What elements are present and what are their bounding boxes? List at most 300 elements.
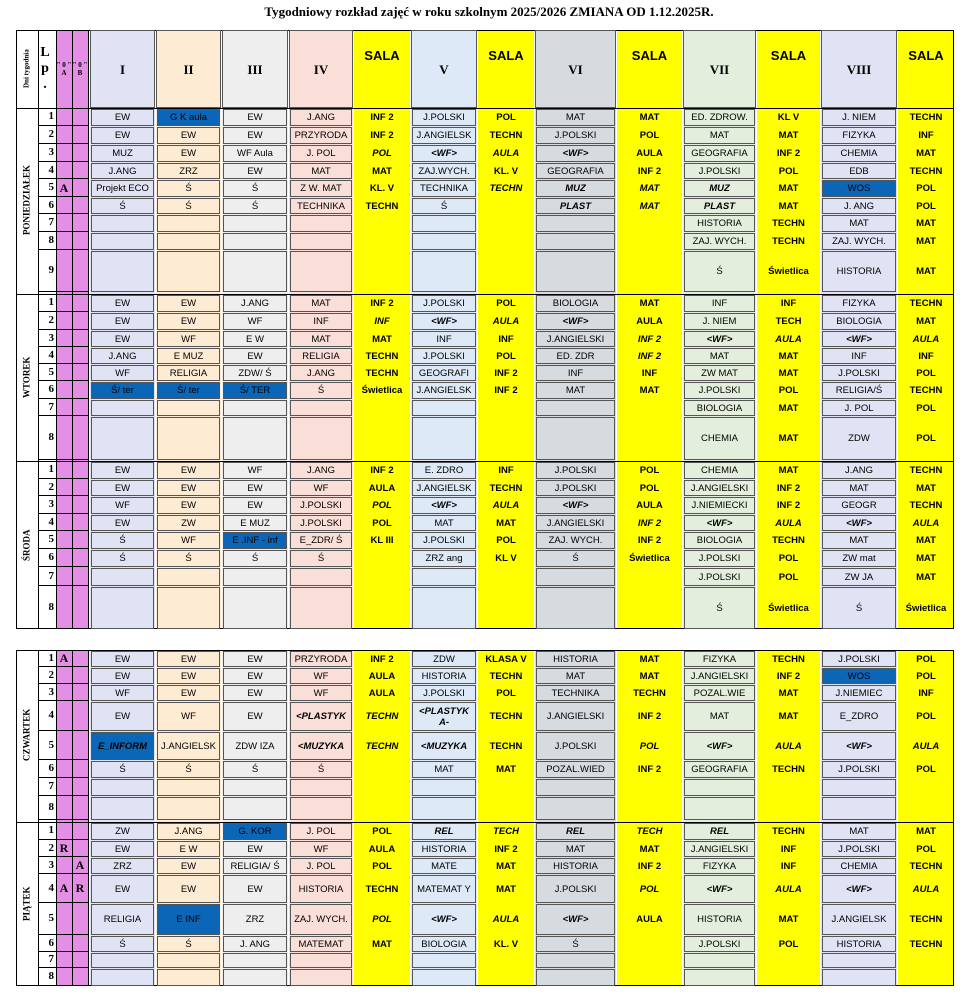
lesson-cell-ii bbox=[157, 779, 220, 796]
lesson-cell-iii: EW bbox=[223, 875, 287, 903]
lesson-cell-ii: Ś bbox=[157, 180, 220, 197]
group-cell-oa bbox=[56, 935, 72, 952]
group-cell-oa bbox=[56, 496, 72, 514]
group-cell-ob bbox=[72, 796, 88, 820]
lesson-cell-i: Ś bbox=[91, 198, 154, 214]
room-cell-s5 bbox=[898, 797, 954, 820]
lesson-cell-iv bbox=[290, 953, 352, 968]
lesson-number: 4 bbox=[38, 162, 56, 179]
lesson-cell-viii: <WF> bbox=[822, 515, 896, 531]
lesson-cell-i: EW bbox=[91, 462, 154, 479]
header-vi: VI bbox=[535, 30, 616, 108]
group-cell-oa bbox=[56, 479, 72, 496]
room-cell-s5: POL bbox=[916, 670, 936, 682]
lesson-cell-i: Ś/ ter bbox=[91, 382, 154, 399]
lesson-cell-iii: RELIGIA/ Ś bbox=[223, 858, 287, 874]
lesson-cell-iv bbox=[290, 797, 352, 820]
room-cell-s5: TECHN bbox=[909, 298, 943, 309]
lesson-cell-vii: Ś bbox=[684, 587, 755, 629]
lesson-cell-iv: PRZYRODA bbox=[290, 127, 352, 144]
lesson-cell-i: EW bbox=[91, 702, 154, 731]
room-cell-s5 bbox=[898, 969, 954, 986]
lesson-cell-vii: <WF> bbox=[684, 331, 755, 347]
room-cell-s4: KL V bbox=[777, 112, 800, 123]
lesson-cell-v: J.POLSKI bbox=[412, 348, 476, 364]
lesson-cell-iii: EW bbox=[223, 668, 287, 684]
room-cell-s4: MAT bbox=[778, 433, 799, 444]
room-cell-s1 bbox=[354, 797, 410, 820]
group-cell-ob bbox=[72, 162, 88, 179]
room-cell-s1 bbox=[354, 215, 410, 232]
lesson-cell-iv: J.POLSKI bbox=[290, 515, 352, 531]
room-cell-s1: INF 2 bbox=[370, 112, 394, 123]
lesson-cell-vi: HISTORIA bbox=[536, 651, 615, 667]
lesson-cell-ii bbox=[157, 969, 220, 986]
lesson-cell-ii: EW bbox=[157, 462, 220, 479]
lesson-cell-viii: RELIGIA/Ś bbox=[822, 382, 896, 399]
lesson-cell-i bbox=[91, 233, 154, 250]
lesson-cell-viii: <WF> bbox=[822, 875, 896, 903]
lesson-cell-ii bbox=[157, 587, 220, 629]
lesson-cell-iii bbox=[223, 251, 287, 292]
lesson-cell-i bbox=[91, 568, 154, 586]
lesson-cell-iv: Z W. MAT bbox=[290, 180, 352, 197]
lesson-cell-v bbox=[412, 568, 476, 586]
lesson-cell-v: J.ANGIELSK bbox=[412, 382, 476, 399]
lesson-cell-v: GEOGRAFI bbox=[412, 365, 476, 381]
lesson-cell-iii: E .INF - inf bbox=[223, 532, 287, 549]
lesson-cell-v: ZDW bbox=[412, 651, 476, 667]
lesson-cell-i: Ś bbox=[91, 532, 154, 549]
room-cell-s2: INF 2 bbox=[494, 843, 518, 855]
lesson-cell-ii: J.ANGIELSK bbox=[157, 732, 220, 760]
room-cell-s4: AULA bbox=[775, 517, 802, 529]
group-cell-ob bbox=[72, 144, 88, 162]
group-cell-oa bbox=[56, 312, 72, 330]
lesson-cell-iv bbox=[290, 400, 352, 416]
room-cell-s3 bbox=[617, 568, 682, 586]
room-cell-s1: INF 2 bbox=[370, 130, 394, 141]
header-s3: SALA bbox=[631, 48, 668, 63]
room-cell-s5: AULA bbox=[912, 333, 940, 345]
lesson-cell-iv: J. POL bbox=[290, 145, 352, 162]
group-cell-ob bbox=[72, 179, 88, 197]
lesson-cell-v bbox=[412, 233, 476, 250]
lesson-cell-vi: J.POLSKI bbox=[536, 875, 615, 903]
room-cell-s3 bbox=[617, 251, 682, 292]
lesson-cell-iii: EW bbox=[223, 702, 287, 731]
room-cell-s1: POL bbox=[372, 860, 392, 872]
lesson-cell-iii: EW bbox=[223, 348, 287, 364]
lesson-cell-v: INF bbox=[412, 331, 476, 347]
lesson-cell-i bbox=[91, 587, 154, 629]
group-cell-oa bbox=[56, 461, 72, 479]
lesson-cell-v bbox=[412, 969, 476, 986]
lesson-cell-ii: ZW bbox=[157, 515, 220, 531]
lesson-number: 3 bbox=[38, 144, 56, 162]
lesson-cell-vii: HISTORIA bbox=[684, 904, 755, 935]
lesson-number: 1 bbox=[38, 822, 56, 840]
room-cell-s3: MAT bbox=[639, 200, 660, 212]
group-cell-oa bbox=[56, 667, 72, 684]
header-day: Dni tygodnia bbox=[22, 49, 31, 89]
room-cell-s4: TECHN bbox=[772, 764, 805, 775]
lesson-cell-vii bbox=[684, 953, 755, 968]
lesson-cell-iv bbox=[290, 251, 352, 292]
lesson-cell-iv bbox=[290, 215, 352, 232]
room-cell-s2: TECHN bbox=[489, 183, 523, 194]
room-cell-s4: POL bbox=[778, 553, 799, 564]
room-cell-s5: AULA bbox=[912, 883, 940, 895]
lesson-cell-ii bbox=[157, 251, 220, 292]
group-cell-ob bbox=[72, 667, 88, 684]
lesson-cell-ii: ZRZ bbox=[157, 163, 220, 179]
room-cell-s4: POL bbox=[778, 385, 799, 396]
lesson-number: 8 bbox=[38, 586, 56, 629]
room-cell-s5: INF bbox=[918, 350, 934, 362]
lesson-cell-iv: <MUZYKA bbox=[290, 732, 352, 760]
lesson-cell-vii: MAT bbox=[684, 702, 755, 731]
room-cell-s4: POL bbox=[778, 571, 799, 583]
group-cell-ob bbox=[72, 197, 88, 214]
lesson-number: 8 bbox=[38, 968, 56, 986]
lesson-cell-iii bbox=[223, 233, 287, 250]
lesson-cell-viii: J. ANG bbox=[822, 198, 896, 214]
lesson-cell-viii: <WF> bbox=[822, 331, 896, 347]
room-cell-s2: MAT bbox=[496, 883, 516, 895]
lesson-cell-i bbox=[91, 215, 154, 232]
lesson-cell-ii: Ś/ ter bbox=[157, 382, 220, 399]
header-ii: II bbox=[156, 30, 221, 108]
lesson-cell-iii: Ś bbox=[223, 761, 287, 778]
lesson-number: 3 bbox=[38, 684, 56, 701]
group-cell-ob bbox=[72, 416, 88, 460]
room-cell-s4 bbox=[757, 779, 820, 796]
lesson-cell-vii: ZW MAT bbox=[684, 365, 755, 381]
lesson-number: 1 bbox=[38, 650, 56, 667]
room-cell-s5: INF bbox=[918, 687, 934, 699]
room-cell-s2 bbox=[478, 953, 534, 968]
room-cell-s4: MAT bbox=[778, 914, 799, 925]
lesson-cell-iii: WF Aula bbox=[223, 145, 287, 162]
lesson-cell-v: Ś bbox=[412, 198, 476, 214]
lesson-cell-i bbox=[91, 797, 154, 820]
room-cell-s5: MAT bbox=[916, 553, 936, 564]
room-cell-s4: POL bbox=[778, 938, 799, 950]
lesson-cell-vi: <WF> bbox=[536, 313, 615, 330]
lesson-number: 7 bbox=[38, 399, 56, 416]
room-cell-s1: Świetlica bbox=[361, 385, 403, 396]
room-cell-s4: MAT bbox=[778, 402, 799, 414]
room-cell-s3: Świetlica bbox=[629, 553, 670, 564]
lesson-cell-viii: ZDW bbox=[822, 417, 896, 460]
lesson-cell-i: EW bbox=[91, 313, 154, 330]
room-cell-s5: POL bbox=[916, 433, 936, 444]
lesson-cell-iii: Ś bbox=[223, 198, 287, 214]
group-cell-ob bbox=[72, 903, 88, 935]
header-s4: SALA bbox=[770, 48, 807, 63]
room-cell-s2: KL. V bbox=[493, 938, 519, 950]
room-cell-s3: AULA bbox=[636, 148, 663, 159]
header-v: V bbox=[411, 30, 477, 108]
room-cell-s3: POL bbox=[639, 130, 660, 141]
lesson-cell-iv: J. POL bbox=[290, 858, 352, 874]
room-cell-s1: TECHN bbox=[365, 711, 399, 722]
group-cell-oa bbox=[56, 731, 72, 760]
lesson-cell-v: MAT bbox=[412, 515, 476, 531]
room-cell-s4: INF 2 bbox=[776, 670, 801, 682]
room-cell-s1 bbox=[354, 251, 410, 292]
lesson-cell-v: MATEMAT Y bbox=[412, 875, 476, 903]
lesson-cell-vii: POZAL.WIE bbox=[684, 685, 755, 701]
lesson-cell-viii: HISTORIA bbox=[822, 251, 896, 292]
lesson-cell-vii: FIZYKA bbox=[684, 651, 755, 667]
room-cell-s3 bbox=[617, 936, 682, 952]
lesson-cell-v: <PLASTYK A- bbox=[412, 702, 476, 731]
lesson-cell-vi: MAT bbox=[536, 109, 615, 126]
lesson-cell-vi: Ś bbox=[536, 936, 615, 952]
lesson-cell-vii: MUZ bbox=[684, 180, 755, 197]
room-cell-s5: MAT bbox=[916, 571, 936, 583]
lesson-cell-vii: ZAJ. WYCH. bbox=[684, 233, 755, 250]
room-cell-s1: KL. V bbox=[369, 183, 395, 194]
lesson-number: 2 bbox=[38, 840, 56, 857]
lesson-cell-iii: EW bbox=[223, 127, 287, 144]
lesson-cell-vii: <WF> bbox=[684, 875, 755, 903]
lesson-cell-i: EW bbox=[91, 295, 154, 312]
group-cell-ob bbox=[72, 108, 88, 126]
lesson-cell-ii bbox=[157, 233, 220, 250]
room-cell-s5: POL bbox=[916, 183, 936, 194]
group-cell-oa bbox=[56, 778, 72, 796]
lesson-number: 8 bbox=[38, 796, 56, 820]
lesson-cell-vi: J.POLSKI bbox=[536, 732, 615, 760]
group-cell-oa bbox=[56, 108, 72, 126]
room-cell-s3 bbox=[617, 215, 682, 232]
group-cell-ob bbox=[72, 778, 88, 796]
lesson-cell-vi: <WF> bbox=[536, 145, 615, 162]
lesson-cell-iii: EW bbox=[223, 651, 287, 667]
room-cell-s5: Świetlica bbox=[905, 602, 947, 614]
room-cell-s2 bbox=[478, 400, 534, 416]
room-cell-s3: POL bbox=[639, 740, 660, 752]
lesson-cell-iv: MATEMAT bbox=[290, 936, 352, 952]
lesson-cell-v: HISTORIA bbox=[412, 841, 476, 857]
lesson-cell-vii: J.POLSKI bbox=[684, 568, 755, 586]
lesson-cell-viii: J.POLSKI bbox=[822, 761, 896, 778]
lesson-cell-iv: HISTORIA bbox=[290, 875, 352, 903]
group-cell-oa bbox=[56, 162, 72, 179]
lesson-cell-ii bbox=[157, 797, 220, 820]
lesson-cell-vi bbox=[536, 233, 615, 250]
lesson-cell-v: ZAJ.WYCH. bbox=[412, 163, 476, 179]
lesson-cell-vi: <WF> bbox=[536, 497, 615, 514]
room-cell-s4: TECHN bbox=[772, 535, 805, 546]
group-cell-ob bbox=[72, 399, 88, 416]
room-cell-s3: MAT bbox=[639, 670, 660, 682]
lesson-cell-viii: J.ANGIELSK bbox=[822, 904, 896, 935]
room-cell-s2 bbox=[478, 797, 534, 820]
room-cell-s1: MAT bbox=[372, 938, 392, 950]
room-cell-s3 bbox=[617, 233, 682, 250]
room-cell-s2: TECHN bbox=[489, 130, 523, 141]
room-cell-s2: INF bbox=[498, 465, 514, 476]
lesson-cell-iii: EW bbox=[223, 841, 287, 857]
lesson-cell-i: ZRZ bbox=[91, 858, 154, 874]
lesson-cell-iv bbox=[290, 587, 352, 629]
lesson-number: 6 bbox=[38, 935, 56, 952]
lesson-cell-ii bbox=[157, 215, 220, 232]
group-cell-ob bbox=[72, 731, 88, 760]
header-iii: III bbox=[222, 30, 288, 108]
room-cell-s4: INF bbox=[780, 860, 797, 872]
lesson-cell-i: EW bbox=[91, 480, 154, 496]
lesson-cell-ii: Ś bbox=[157, 198, 220, 214]
lesson-cell-vii: CHEMIA bbox=[684, 462, 755, 479]
day-label-wtorek: WTOREK bbox=[21, 356, 32, 398]
room-cell-s5: MAT bbox=[916, 218, 936, 229]
room-cell-s3 bbox=[617, 969, 682, 986]
lesson-cell-vii: J.ANGIELSKI bbox=[684, 841, 755, 857]
lesson-cell-v bbox=[412, 215, 476, 232]
room-cell-s1: AULA bbox=[368, 687, 396, 699]
lesson-cell-vii bbox=[684, 779, 755, 796]
room-cell-s4: Świetlica bbox=[768, 266, 809, 277]
lesson-cell-vii bbox=[684, 969, 755, 986]
room-cell-s2: POL bbox=[496, 350, 516, 362]
lesson-cell-i: Ś bbox=[91, 936, 154, 952]
room-cell-s2 bbox=[478, 198, 534, 214]
lesson-cell-v: BIOLOGIA bbox=[412, 936, 476, 952]
room-cell-s3: MAT bbox=[639, 843, 660, 855]
group-cell-oa bbox=[56, 144, 72, 162]
room-cell-s3: INF 2 bbox=[637, 165, 662, 177]
room-cell-s1: POL bbox=[372, 500, 392, 511]
lesson-cell-iv bbox=[290, 233, 352, 250]
lesson-number: 8 bbox=[38, 232, 56, 250]
lesson-cell-ii: WF bbox=[157, 702, 220, 731]
lesson-cell-ii bbox=[157, 400, 220, 416]
lesson-number: 6 bbox=[38, 760, 56, 778]
room-cell-s2 bbox=[478, 233, 534, 250]
group-marker: A bbox=[59, 651, 69, 665]
lesson-cell-vi: J.POLSKI bbox=[536, 480, 615, 496]
room-cell-s3: TECH bbox=[636, 826, 663, 837]
lesson-cell-i: E_INFORM bbox=[91, 732, 154, 760]
room-cell-s4: AULA bbox=[775, 883, 802, 895]
lesson-number: 1 bbox=[38, 294, 56, 312]
lesson-cell-viii: J.POLSKI bbox=[822, 651, 896, 667]
lesson-cell-iv: RELIGIA bbox=[290, 348, 352, 364]
lesson-cell-i: EW bbox=[91, 875, 154, 903]
header-s2: SALA bbox=[488, 48, 524, 63]
day-label-pi-tek: PIĄTEK bbox=[21, 886, 32, 922]
room-cell-s2: INF bbox=[498, 333, 514, 345]
lesson-cell-i: EW bbox=[91, 515, 154, 531]
lesson-cell-ii: EW bbox=[157, 858, 220, 874]
group-cell-ob bbox=[72, 567, 88, 586]
room-cell-s2: POL bbox=[496, 687, 516, 699]
room-cell-s1: AULA bbox=[368, 482, 396, 494]
lesson-cell-vi bbox=[536, 568, 615, 586]
lesson-cell-vii: J.ANGIELSKI bbox=[684, 480, 755, 496]
group-cell-ob bbox=[72, 586, 88, 629]
lesson-cell-viii: J. NIEM bbox=[822, 109, 896, 126]
lesson-number: 3 bbox=[38, 330, 56, 347]
lesson-cell-v: J.ANGIELSK bbox=[412, 127, 476, 144]
lesson-cell-iii: EW bbox=[223, 480, 287, 496]
lesson-cell-viii: MAT bbox=[822, 532, 896, 549]
lesson-cell-vii: GEOGRAFIA bbox=[684, 145, 755, 162]
room-cell-s5: INF bbox=[918, 130, 934, 141]
room-cell-s1 bbox=[354, 761, 410, 778]
lesson-cell-iv: TECHNIKA bbox=[290, 198, 352, 214]
group-cell-ob bbox=[72, 126, 88, 144]
lesson-cell-ii: EW bbox=[157, 145, 220, 162]
group-cell-ob bbox=[72, 840, 88, 857]
lesson-cell-iv: INF bbox=[290, 313, 352, 330]
group-cell-ob bbox=[72, 952, 88, 968]
room-cell-s1 bbox=[354, 779, 410, 796]
lesson-cell-v: REL bbox=[412, 823, 476, 840]
lesson-cell-ii: E W bbox=[157, 841, 220, 857]
lesson-cell-iv: <PLASTYK bbox=[290, 702, 352, 731]
lesson-cell-vi: REL bbox=[536, 823, 615, 840]
lesson-cell-iii: E MUZ bbox=[223, 515, 287, 531]
room-cell-s4: TECHN bbox=[772, 826, 805, 837]
room-cell-s2: POL bbox=[496, 535, 516, 546]
group-cell-ob bbox=[72, 760, 88, 778]
room-cell-s1: AULA bbox=[368, 843, 396, 855]
lesson-cell-iv: J.ANG bbox=[290, 462, 352, 479]
lesson-number: 4 bbox=[38, 347, 56, 364]
room-cell-s1 bbox=[354, 953, 410, 968]
group-cell-oa bbox=[56, 531, 72, 549]
room-cell-s2: TECHN bbox=[489, 711, 523, 722]
lesson-cell-ii bbox=[157, 953, 220, 968]
lesson-cell-viii: Ś bbox=[822, 587, 896, 629]
room-cell-s5: MAT bbox=[916, 316, 936, 327]
lesson-cell-viii: J.POLSKI bbox=[822, 365, 896, 381]
lesson-cell-i bbox=[91, 251, 154, 292]
lesson-cell-viii: CHEMIA bbox=[822, 858, 896, 874]
lesson-cell-iii: E W bbox=[223, 331, 287, 347]
lesson-cell-vi: J.POLSKI bbox=[536, 127, 615, 144]
lesson-cell-vi: Ś bbox=[536, 550, 615, 567]
lesson-number: 8 bbox=[38, 416, 56, 460]
lesson-cell-vii: HISTORIA bbox=[684, 215, 755, 232]
group-cell-oa bbox=[56, 364, 72, 381]
room-cell-s2: TECHN bbox=[489, 670, 523, 682]
lesson-cell-vi: ZAJ. WYCH. bbox=[536, 532, 615, 549]
lesson-cell-viii: HISTORIA bbox=[822, 936, 896, 952]
lesson-cell-i: WF bbox=[91, 365, 154, 381]
group-marker: A bbox=[75, 858, 85, 872]
header-vii: VII bbox=[683, 30, 756, 108]
lesson-cell-iii: ZDW IZA bbox=[223, 732, 287, 760]
group-cell-oa bbox=[56, 416, 72, 460]
room-cell-s3: INF 2 bbox=[637, 711, 662, 722]
room-cell-s1 bbox=[354, 568, 410, 586]
group-cell-oa bbox=[56, 514, 72, 531]
header-lp: L p . bbox=[40, 45, 50, 92]
room-cell-s2: TECH bbox=[493, 826, 519, 837]
lesson-cell-iv: WF bbox=[290, 841, 352, 857]
lesson-cell-iii: Ś/ TER bbox=[223, 382, 287, 399]
lesson-cell-viii: EDB bbox=[822, 163, 896, 179]
room-cell-s2 bbox=[478, 215, 534, 232]
lesson-cell-v: HISTORIA bbox=[412, 668, 476, 684]
